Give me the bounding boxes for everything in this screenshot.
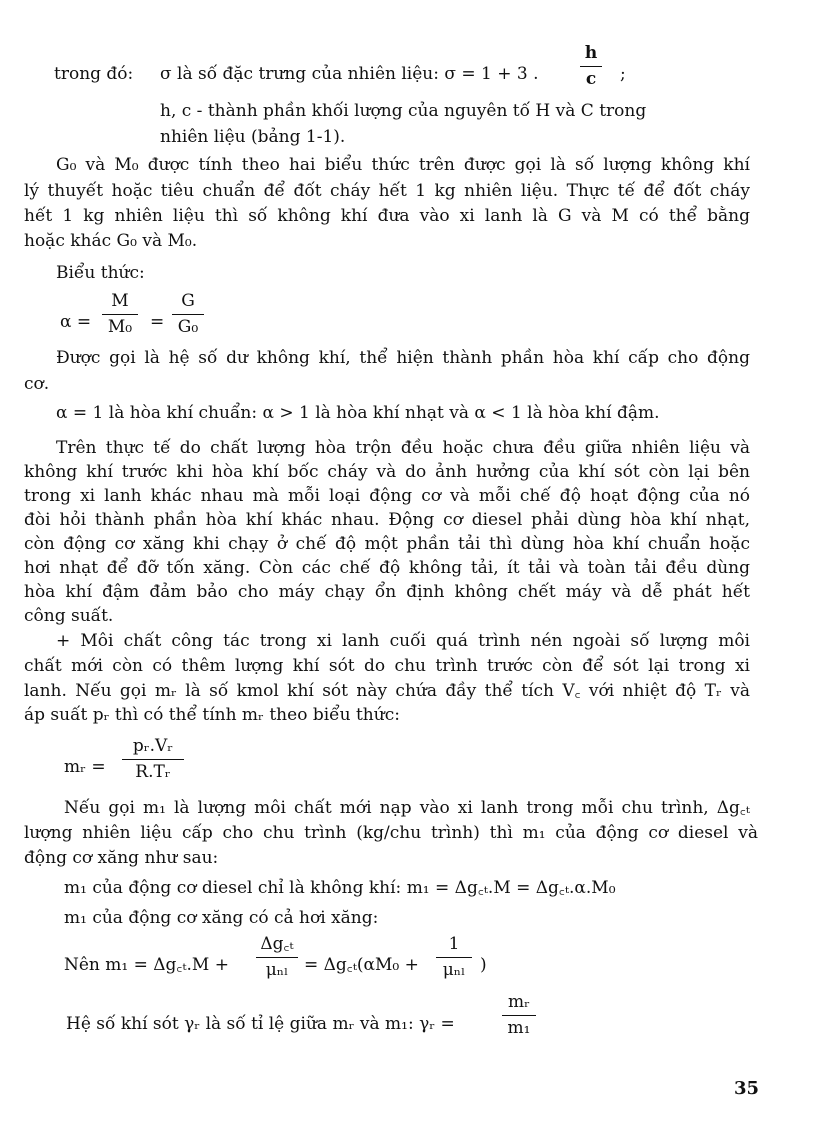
alpha-frac-m-den: M₀ <box>107 316 133 337</box>
sigma-frac-num: h <box>584 43 598 63</box>
alpha-cases: α = 1 là hòa khí chuẩn: α > 1 là hòa khí nhạt và α < 1 là hòa khí đậm. <box>56 403 660 423</box>
nen-frac-2-den: μₙₗ <box>442 959 466 980</box>
para4-line: áp suất pᵣ thì có thể tính mᵣ theo biểu thức: <box>24 705 400 725</box>
alpha-eq: = <box>150 312 165 332</box>
para5-line: lượng nhiên liệu cấp cho chu trình (kg/chu trình) thì m₁ của động cơ diesel và <box>24 823 758 843</box>
gamma-frac-den: m₁ <box>507 1017 531 1038</box>
alpha-frac-m-num: M <box>111 291 129 311</box>
para3-line: đòi hỏi thành phần hòa khí khác nhau. Động cơ diesel phải dùng hòa khí nhạt, <box>24 510 750 530</box>
para2-line: Được gọi là hệ số dư không khí, thể hiện thành phần hòa khí cấp cho động <box>56 348 750 368</box>
mr-frac-num: pᵣ.Vᵣ <box>132 736 174 756</box>
para4-line: lanh. Nếu gọi mᵣ là số kmol khí sót này chứa đầy thể tích V꜀ với nhiệt độ Tᵣ và <box>24 681 750 701</box>
hc-line-1: h, c - thành phần khối lượng của nguyên tố H và C trong <box>160 101 647 121</box>
nen-frac-1-den: μₙₗ <box>265 959 289 980</box>
para3-line: hơi nhạt để đỡ tốn xăng. Còn các chế độ không tải, ít tải và toàn tải đều dùng <box>24 558 750 578</box>
nen-mid: = Δg꜀ₜ(αM₀ + <box>304 955 419 975</box>
alpha-lhs: α = <box>60 312 92 332</box>
hc-line-2: nhiên liệu (bảng 1-1). <box>160 127 346 147</box>
sigma-definition: σ là số đặc trưng của nhiên liệu: σ = 1 + 3 . <box>160 64 539 84</box>
gamma-text: Hệ số khí sót γᵣ là số tỉ lệ giữa mᵣ và m₁: γᵣ = <box>66 1014 455 1034</box>
para5-line: động cơ xăng như sau: <box>24 848 219 868</box>
gamma-frac-num: mᵣ <box>507 992 531 1012</box>
gamma-fraction <box>502 993 536 1037</box>
para3-line: không khí trước khi hòa khí bốc cháy và do ảnh hưởng của khí sót còn lại bên <box>24 462 750 482</box>
nen-frac-1 <box>256 935 298 979</box>
para3-line: Trên thực tế do chất lượng hòa trộn đều hoặc chưa đều giữa nhiên liệu và <box>56 438 750 458</box>
para4-line: + Môi chất công tác trong xi lanh cuối quá trình nén ngoài số lượng môi <box>56 631 750 651</box>
alpha-frac-g-den: G₀ <box>177 316 199 337</box>
para3-line: trong xi lanh khác nhau mà mỗi loại động cơ và mỗi chế độ hoạt động của nó <box>24 486 750 506</box>
para3-line: hòa khí đậm đảm bảo cho máy chạy ổn định không chết máy và dễ phát hết <box>24 582 750 602</box>
para4-line: chất mới còn có thêm lượng khí sót do chu trình trước còn để sót lại trong xi <box>24 656 750 676</box>
nen-frac-2 <box>436 935 472 979</box>
m1-xang: m₁ của động cơ xăng có cả hơi xăng: <box>64 908 379 928</box>
nen-tail: ) <box>480 955 487 975</box>
para3-line: công suất. <box>24 606 114 626</box>
para1-line: hoặc khác G₀ và M₀. <box>24 231 198 251</box>
para5-line: Nếu gọi m₁ là lượng môi chất mới nạp vào xi lanh trong mỗi chu trình, Δg꜀ₜ <box>64 798 750 818</box>
alpha-frac-g-num: G <box>181 291 195 311</box>
page-number: 35 <box>734 1078 760 1099</box>
sigma-fraction <box>580 44 602 88</box>
alpha-frac-g <box>172 292 204 336</box>
nen-frac-2-num: 1 <box>448 934 460 954</box>
mr-frac-den: R.Tᵣ <box>135 761 171 782</box>
nen-frac-1-num: Δg꜀ₜ <box>260 934 294 954</box>
alpha-frac-m <box>102 292 138 336</box>
para1-line: G₀ và M₀ được tính theo hai biểu thức trên được gọi là số lượng không khí <box>56 155 750 175</box>
sigma-frac-den: c <box>585 68 597 89</box>
bieu-thuc-label: Biểu thức: <box>56 263 145 283</box>
para3-line: còn động cơ xăng khi chạy ở chế độ một phần tải thì dùng hòa khí chuẩn hoặc <box>24 534 750 554</box>
sigma-tail: ; <box>620 64 626 84</box>
para2-line: cơ. <box>24 374 50 394</box>
para1-line: lý thuyết hoặc tiêu chuẩn để đốt cháy hết 1 kg nhiên liệu. Thực tế để đốt cháy <box>24 181 750 201</box>
para1-line: hết 1 kg nhiên liệu thì số không khí đưa vào xi lanh là G và M có thể bằng <box>24 206 750 226</box>
mr-fraction <box>122 737 184 781</box>
mr-lhs: mᵣ = <box>64 757 106 777</box>
sigma-label: trong đó: <box>54 64 134 84</box>
m1-diesel: m₁ của động cơ diesel chỉ là không khí: m₁ = Δg꜀ₜ.M = Δg꜀ₜ.α.M₀ <box>64 878 616 898</box>
nen-lhs: Nên m₁ = Δg꜀ₜ.M + <box>64 955 229 975</box>
